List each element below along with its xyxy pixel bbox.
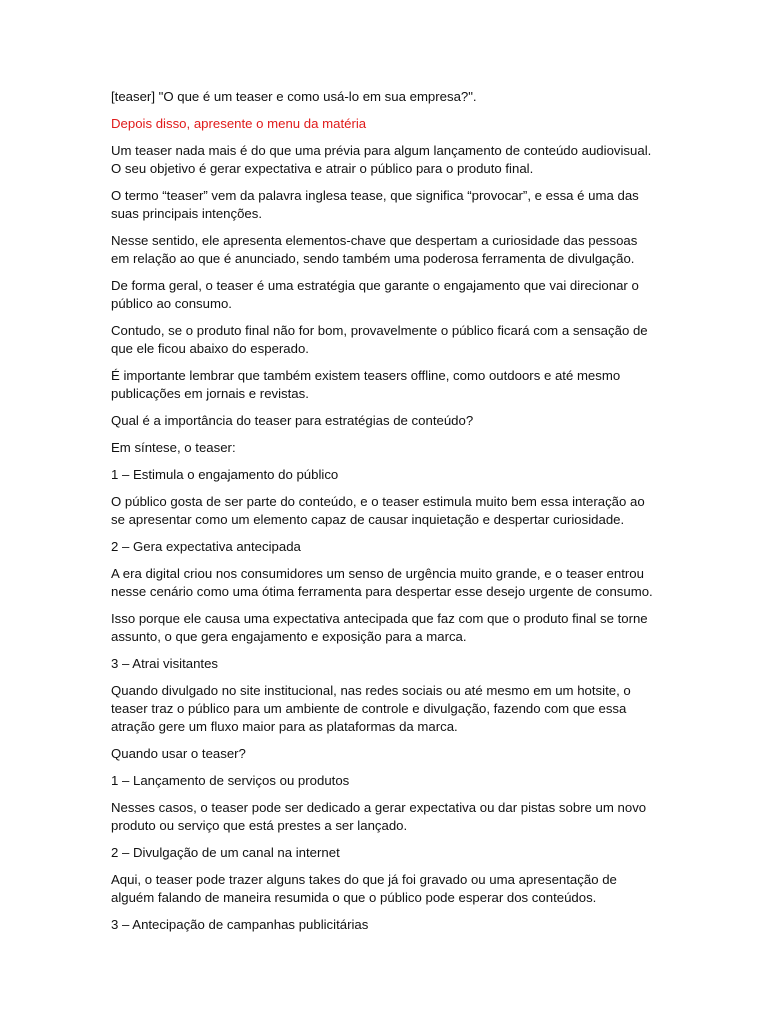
list-heading: 3 – Antecipação de campanhas publicitárias — [111, 917, 369, 932]
paragraph: Quando divulgado no site institucional, nas redes sociais ou até mesmo em um hotsite, o teaser traz o público para um ambiente de controle e divulgação, fazendo com que essa atração gere um fluxo maior para as plataformas da marca. — [111, 683, 631, 734]
paragraph: Aqui, o teaser pode trazer alguns takes do que já foi gravado ou uma apresentação de alguém falando de maneira resumida o que o público pode esperar dos conteúdos. — [111, 872, 617, 905]
section-heading: Qual é a importância do teaser para estratégias de conteúdo? — [111, 413, 474, 428]
document-body — [111, 88, 659, 943]
paragraph: Um teaser nada mais é do que uma prévia para algum lançamento de conteúdo audiovisual. O seu objetivo é gerar expectativa e atrair o público para o produto final. — [111, 143, 652, 176]
paragraph: Isso porque ele causa uma expectativa antecipada que faz com que o produto final se torne assunto, o que gera engajamento e exposição para a marca. — [111, 611, 648, 644]
paragraph: A era digital criou nos consumidores um senso de urgência muito grande, e o teaser entrou nesse cenário como uma ótima ferramenta para despertar esse desejo urgente de consumo. — [111, 566, 653, 599]
list-heading: 1 – Lançamento de serviços ou produtos — [111, 773, 350, 788]
paragraph: Contudo, se o produto final não for bom, provavelmente o público ficará com a sensação de que ele ficou abaixo do esperado. — [111, 323, 648, 356]
list-heading: 1 – Estimula o engajamento do público — [111, 467, 339, 482]
paragraph: É importante lembrar que também existem teasers offline, como outdoors e até mesmo publicações em jornais e revistas. — [111, 368, 621, 401]
list-heading: 2 – Gera expectativa antecipada — [111, 539, 301, 554]
paragraph: De forma geral, o teaser é uma estratégia que garante o engajamento que vai direcionar o público ao consumo. — [111, 278, 639, 311]
paragraph: O público gosta de ser parte do conteúdo, e o teaser estimula muito bem essa interação ao se apresentar como um elemento capaz de causar inquietação e despertar curiosidade. — [111, 494, 645, 527]
paragraph: Nesse sentido, ele apresenta elementos-chave que despertam a curiosidade das pessoas em relação ao que é anunciado, sendo também uma poderosa ferramenta de divulgação. — [111, 233, 638, 266]
intro-line: [teaser] "O que é um teaser e como usá-lo em sua empresa?". — [111, 89, 477, 104]
list-heading: 2 – Divulgação de um canal na internet — [111, 845, 340, 860]
paragraph: Nesses casos, o teaser pode ser dedicado a gerar expectativa ou dar pistas sobre um novo produto ou serviço que está prestes a ser lançado. — [111, 800, 647, 833]
list-heading: 3 – Atrai visitantes — [111, 656, 219, 671]
section-heading: Quando usar o teaser? — [111, 746, 246, 761]
menu-instruction: Depois disso, apresente o menu da matéria — [111, 116, 367, 131]
paragraph: O termo “teaser” vem da palavra inglesa tease, que significa “provocar”, e essa é uma das suas principais intenções. — [111, 188, 639, 221]
paragraph: Em síntese, o teaser: — [111, 440, 236, 455]
